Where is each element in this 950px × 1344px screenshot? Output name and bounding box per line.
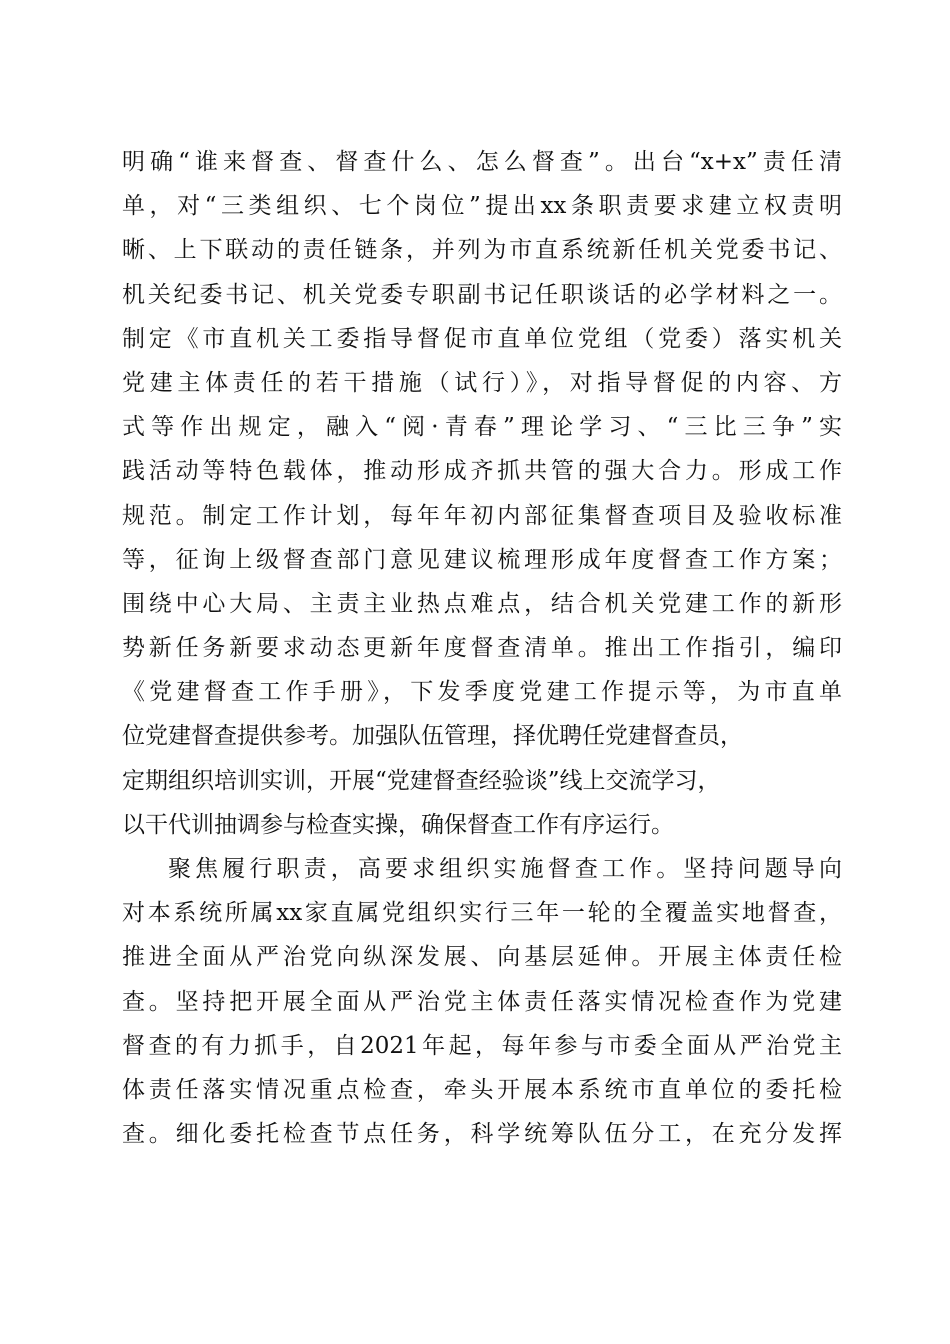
text-line: 查。坚持把开展全面从严治党主体责任落实情况检查作为党建 [122, 988, 842, 1015]
text-line: 机关纪委书记、机关党委专职副书记任职谈话的必学材料之一。 [122, 281, 842, 308]
text-line: 以干代训抽调参与检查实操，确保督查工作有序运行。 [122, 811, 674, 838]
text-line: 等，征询上级督查部门意见建议梳理形成年度督查工作方案； [122, 546, 842, 573]
document-body [122, 140, 842, 1156]
text-line: 践活动等特色载体，推动形成齐抓共管的强大合力。形成工作 [122, 458, 842, 485]
text-line: 定期组织培训实训，开展“党建督查经验谈”线上交流学习， [122, 767, 721, 794]
text-line: 制定《市直机关工委指导督促市直单位党组（党委）落实机关 [122, 325, 842, 352]
text-line: 《党建督查工作手册》，下发季度党建工作提示等，为市直单 [122, 679, 842, 706]
text-line: 单，对“三类组织、七个岗位”提出xx条职责要求建立权责明 [122, 193, 842, 220]
text-line: 围绕中心大局、主责主业热点难点，结合机关党建工作的新形 [122, 590, 842, 617]
paragraph-2 [122, 847, 842, 1156]
paragraph-1 [122, 140, 842, 847]
text-line: 推进全面从严治党向纵深发展、向基层延伸。开展主体责任检 [122, 944, 842, 971]
text-line: 聚焦履行职责，高要求组织实施督查工作。坚持问题导向 [168, 856, 842, 882]
text-line: 晰、上下联动的责任链条，并列为市直系统新任机关党委书记、 [122, 237, 842, 264]
text-line: 位党建督查提供参考。加强队伍管理，择优聘任党建督查员， [122, 723, 743, 750]
text-line: 明确“谁来督查、督查什么、怎么督查”。出台“x+x”责任清 [122, 149, 842, 175]
text-line: 势新任务新要求动态更新年度督查清单。推出工作指引，编印 [122, 635, 842, 662]
text-line: 查。细化委托检查节点任务，科学统筹队伍分工，在充分发挥 [122, 1121, 842, 1148]
text-line: 式等作出规定，融入“阅·青春”理论学习、“三比三争”实 [122, 414, 842, 441]
text-line: 党建主体责任的若干措施（试行）》，对指导督促的内容、方 [122, 369, 842, 396]
text-line: 规范。制定工作计划，每年年初内部征集督查项目及验收标准 [122, 502, 842, 529]
text-line: 督查的有力抓手，自2021年起，每年参与市委全面从严治党主 [122, 1032, 842, 1059]
text-line: 体责任落实情况重点检查，牵头开展本系统市直单位的委托检 [122, 1076, 842, 1103]
text-line: 对本系统所属xx家直属党组织实行三年一轮的全覆盖实地督查， [122, 900, 842, 927]
